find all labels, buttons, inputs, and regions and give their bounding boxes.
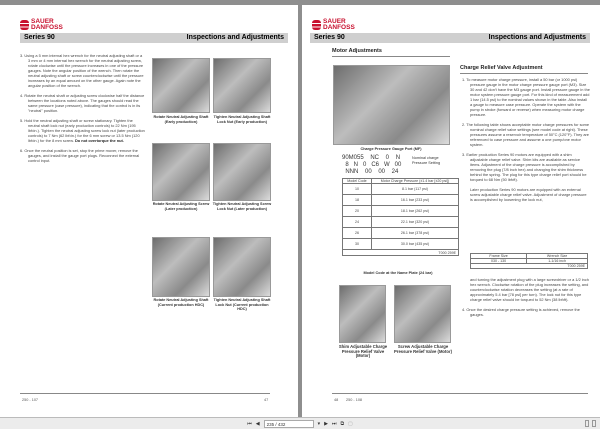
table-row (343, 228, 459, 239)
model-code-note: Nominal charge Pressure Setting (412, 156, 441, 165)
table-row (343, 217, 459, 228)
logo-line: SAUER (323, 18, 346, 25)
next-page-button[interactable]: ▶ (324, 420, 328, 427)
table-tag: T000 259E (343, 250, 459, 256)
photo (152, 237, 210, 297)
step: 3. Earlier production Series 90 motors are equipped with a shim adjustable charge relief valve. Shim kits are available as service items. Adjustment of the charge pressure is accomplished by removing the plug (7/8 inch hex) and changing the shim thickness behind the spring. The plug for this type charge relief port should be torqued to 68 Nm (50 lbf•ft). (462, 152, 587, 182)
footer-rule (332, 393, 588, 394)
logo-line: DANFOSS (323, 24, 355, 31)
view-mode-buttons (585, 420, 596, 427)
step-text: 5. Hold the neutral adjusting shaft or screw stationary. Tighten the neutral shaft lock nut (early production controls) to 22 Nm (195 lbf•in.). Tighten the neutral adjusting screw lock nut (later production controls) to 7 Nm (62 lbf•in.) for the 6 mm screw or 13.5 Nm (120 lbf•in.) for the 8 mm screw. (20, 118, 145, 143)
step: 2. The following table shows acceptable motor charge pressures for some nominal charge relief valve settings (see model code at right). These pressures assume a reservoir temperature of 50°C (120°F). They are referenced to case pressure and assume a one pump/one motor system. (462, 122, 590, 147)
right-page (302, 5, 600, 417)
caption: Charge Pressure Gauge Port (MF) (360, 147, 422, 151)
crv-text (462, 77, 590, 207)
subtitle: Motor Adjustments (332, 48, 450, 57)
page-dropdown-icon[interactable]: ▾ (317, 420, 321, 427)
table-row (343, 195, 459, 206)
table-tag: T000 259E (471, 264, 588, 269)
step: 1. To measure motor charge pressure, install a 50 bar (or 1000 psi) pressure gauge in the motor charge pressure gauge port (M3). Size 30 and 42 don't have the M3 gauge port. Install pressure gauge in the motor system pressure gauge port. For this kind of measurement add 1 bar (14.5 psi) to the nominal values shown in the table. Also install a gauge to measure case pressure. Operate the system with the pump in stroke (forward or reverse) when measuring motor charge pressure. (462, 77, 590, 117)
last-page-button[interactable]: ⏭ (331, 420, 337, 427)
cell: 18 (343, 195, 372, 206)
table-row (343, 206, 459, 217)
photo (213, 237, 271, 297)
cell: 10 (343, 184, 372, 195)
photo (152, 58, 210, 113)
caption: Rotate Neutral Adjusting Shaft (Current production HDC) (153, 298, 209, 307)
caption: Screw Adjustable Charge Pressure Relief Valve (Motor) (394, 344, 452, 354)
table-row (343, 184, 459, 195)
brand-logo (20, 19, 63, 31)
column-header: Wrench Size (527, 254, 588, 259)
footer-code: 250 - 107 (22, 398, 39, 402)
cell: 20 (343, 206, 372, 217)
caption: Tighten Neutral Adjusting Screw Lock Nut (Later production) (212, 202, 272, 211)
cell: 30 (343, 239, 372, 250)
caption: Shim Adjustable Charge Pressure Relief Valve (Motor) (338, 344, 388, 359)
left-page (0, 5, 298, 417)
step: 4. Rotate the neutral shaft or adjusting screw clockwise half the distance between the locations noted above. The gauges should read the same pressure (case pressure), indicating that the control is in its "neutral" position. (20, 93, 145, 113)
caption: Rotate Neutral Adjusting Screw (Later production) (152, 202, 210, 211)
footer-rule (20, 393, 270, 394)
column-header: Motor Charge Pressure (±1.4 bar [±20 psi]) (371, 179, 458, 184)
copy-icon[interactable]: ⧉ (340, 420, 345, 427)
photo (339, 285, 386, 343)
cell: 24 (343, 217, 372, 228)
single-page-view-icon[interactable] (585, 420, 589, 427)
cell: 30.0 bar (435 psi) (371, 239, 458, 250)
page-number: 47 (264, 398, 269, 402)
page-number-field[interactable]: 235 / 432 (264, 420, 314, 428)
page-header (20, 33, 288, 43)
viewer-toolbar (0, 417, 600, 429)
footer-code: 250 - 108 (346, 398, 363, 402)
continuous-view-icon[interactable] (592, 420, 596, 427)
first-page-button[interactable]: ⏮ (247, 420, 252, 427)
wrench-table (470, 253, 588, 269)
column-header: Model Code (343, 179, 372, 184)
page-header (310, 33, 590, 43)
photo (213, 143, 271, 201)
section-title: Inspections and Adjustments (186, 34, 284, 41)
brand-logo (312, 19, 355, 31)
table-row (343, 239, 459, 250)
cell: 16.1 bar (233 psi) (371, 195, 458, 206)
cell: 030 - 130 (471, 259, 527, 264)
photo (394, 285, 451, 343)
step: 3. Using a 5 mm internal hex wrench for the neutral adjusting shaft or a 3 mm or 4 mm internal hex wrench for the neutral adjusting screw, rotate clockwise until the pressure increases in one of the pressure gauges. Note the angular position of the wrench. Then rotate the neutral adjusting shaft or screw counterclockwise until the pressure increases by an equal amount on the other gauge. Again note the angular position of the wrench. (20, 53, 144, 88)
cell: 1-1/16 inch (527, 259, 588, 264)
turning-text (462, 277, 590, 322)
series-title: Series 90 (24, 34, 55, 41)
page-number: 48 (334, 398, 339, 402)
photo (152, 143, 210, 201)
caption: Tighten Neutral Adjusting Shaft Lock Nut (Early production) (213, 115, 271, 124)
motor-photo (333, 65, 450, 145)
logo-line: DANFOSS (31, 24, 63, 31)
model-code: 90M055 NC 0 N 8 N 0 C6 W 00 NNN 00 00 24 (342, 155, 402, 175)
step (20, 118, 145, 143)
steps-text (20, 53, 145, 168)
logo-line: SAUER (31, 18, 54, 25)
cell: 26.1 bar (378 psi) (371, 228, 458, 239)
warning: Do not overtorque the nut. (75, 138, 124, 143)
cell: 22.1 bar (320 psi) (371, 217, 458, 228)
photo (213, 58, 271, 113)
step: 4. Once the desired charge pressure setting is achieved, remove the gauges. (462, 307, 580, 317)
paragraph: and turning the adjustment plug with a large screwdriver or a 1/2 inch hex wrench. Clockwise rotation of the plug increases the setting, and counterclockwise rotation decreases the setting (at a rate of approximately 5.4 bar [78 psi] per turn). The lock nut for this type charge relief valve should be torqued to 52 Nm (38 lbf•ft). (470, 277, 589, 302)
column-header: Frame Size (471, 254, 527, 259)
caption: Model Code at the Name Plate (24 bar) (363, 271, 433, 275)
paste-icon[interactable]: ▢ (348, 420, 353, 427)
charge-pressure-table (342, 178, 459, 256)
section-heading: Charge Relief Valve Adjustment (460, 65, 588, 74)
prev-page-button[interactable]: ◀ (255, 420, 260, 427)
caption: Rotate Neutral Adjusting Shaft (Early production) (153, 115, 209, 124)
cell: 26 (343, 228, 372, 239)
section-title: Inspections and Adjustments (488, 34, 586, 41)
cell: 8.1 bar (117 psi) (371, 184, 458, 195)
paragraph: Later production Series 90 motors are equipped with an external screw adjustable charge relief valve. Adjustment of charge pressure is accomplished by loosening the lock nut, (470, 187, 587, 202)
caption: Tighten Neutral Adjusting Shaft Lock Nut (Current production HDC) (213, 298, 271, 312)
step: 6. Once the neutral position is set, stop the prime mover, remove the gauges, and install the gauge port plugs. Reconnect the external control input. (20, 148, 140, 163)
series-title: Series 90 (314, 34, 345, 41)
cell: 18.1 bar (262 psi) (371, 206, 458, 217)
